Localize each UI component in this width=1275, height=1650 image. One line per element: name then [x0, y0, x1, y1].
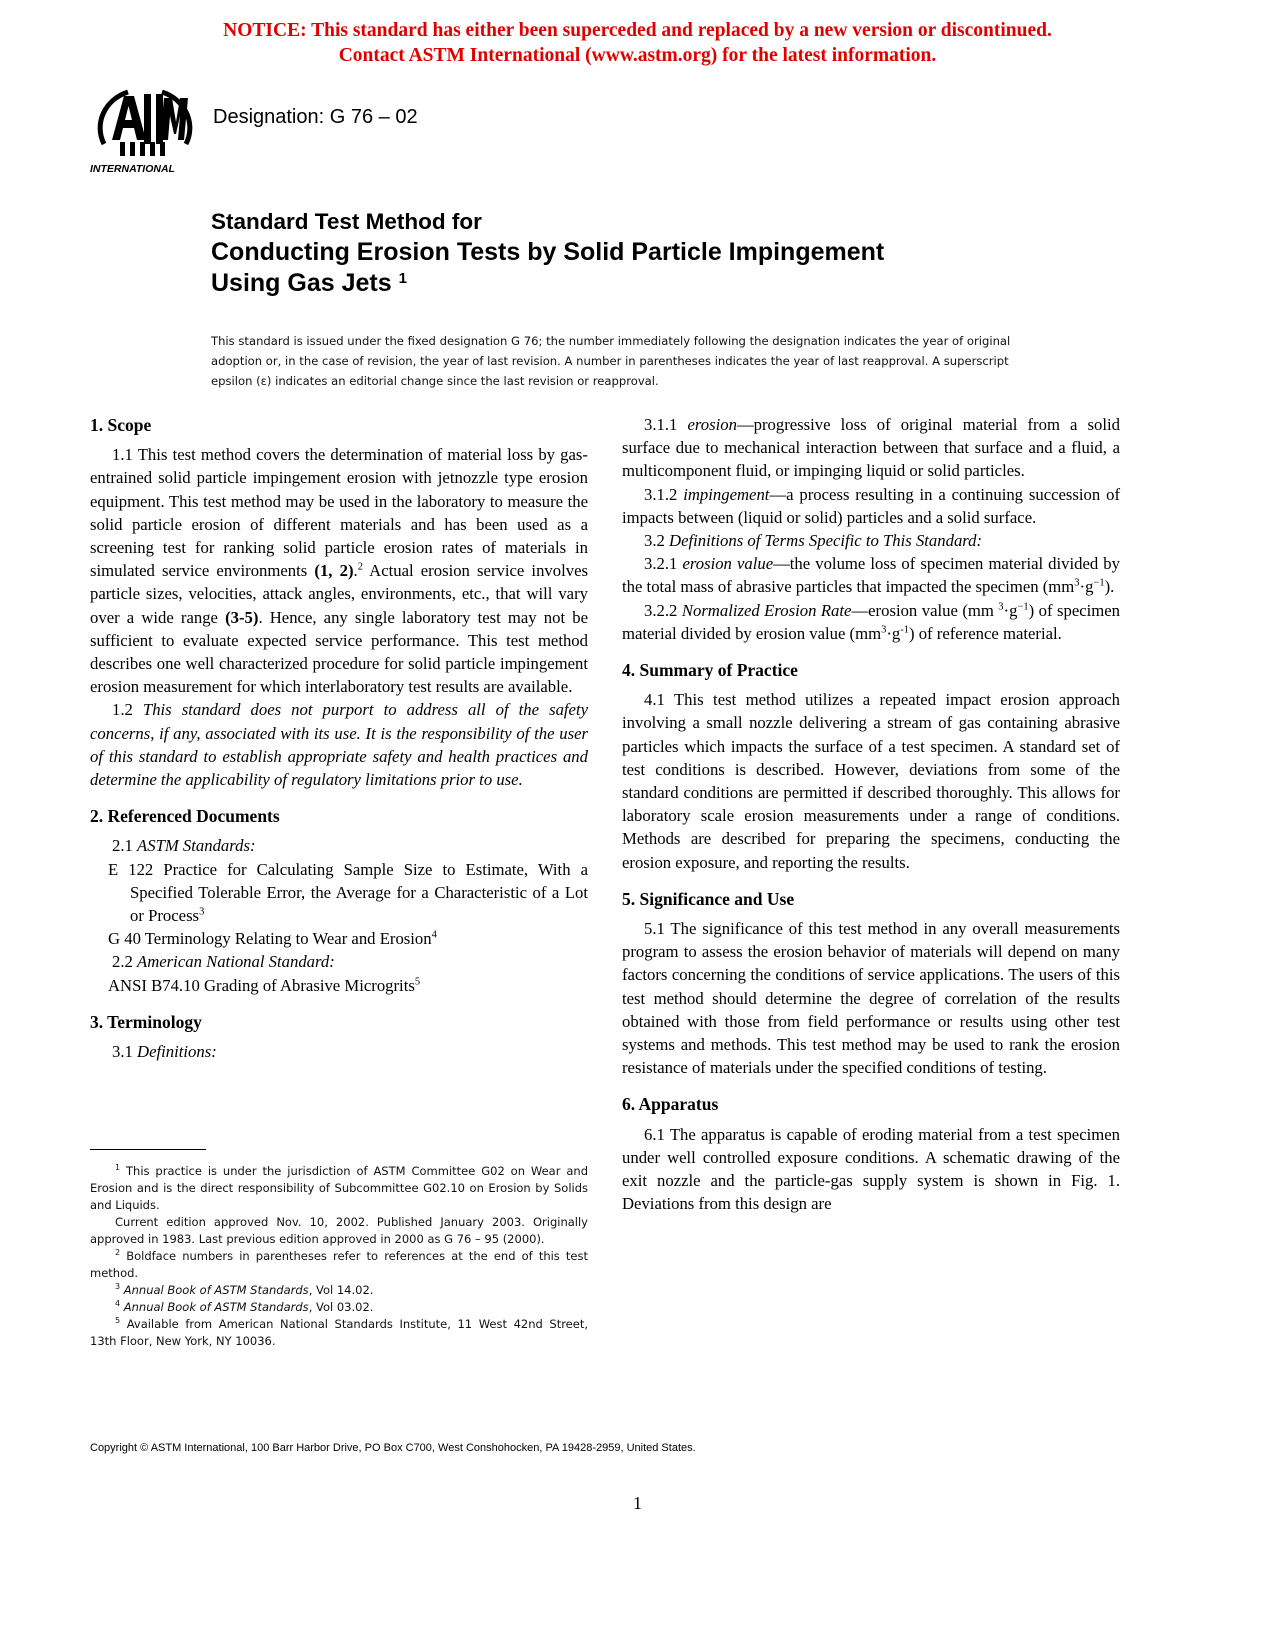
- section-3-heading: 3. Terminology: [90, 1011, 202, 1032]
- title-footnote-mark: 1: [398, 270, 407, 287]
- section-4-heading: 4. Summary of Practice: [622, 660, 798, 681]
- reference-g40: G 40 Terminology Relating to Wear and Erosion$^4$: [108, 929, 437, 949]
- paragraph-3-1-2: 3.1.2 impingement—a process resulting in a continuing succession of impacts between (liquid or solid) particles and a solid surface.: [622, 484, 1121, 527]
- title-line-1: Standard Test Method for: [211, 209, 482, 234]
- section-2-heading: 2. Referenced Documents: [90, 806, 280, 827]
- paragraph-5-1: 5.1 The significance of this test method in any overall measurements program to assess the erosion behavior of materials will depend on many factors concerning the conditions of service applications. The users of this test method should determine the degree of correlation of the results obtained with those from field performance or results using other test systems and methods. This test method may be used to rank the erosion resistance of materials under the specified conditions of testing.: [622, 919, 1120, 1078]
- paragraph-3-2-2: 3.2.2 Normalized Erosion Rate—erosion value (mm $^3\cdot g^{-1}$) of specimen material divided by erosion value $(mm^3\cdot g^{-1})$ of reference material.: [622, 600, 1121, 643]
- footnote-2: $^2$ Boldface numbers in parentheses refer to references at the end of this test method.: [90, 1248, 588, 1280]
- paragraph-4-1: 4.1 This test method utilizes a repeated impact erosion approach involving a small nozzle delivering a stream of gas containing abrasive particles which impacts the surface of a test specimen. A standard set of test conditions is described. However, deviations from some of the standard conditions are permitted if described thoroughly. This allows for laboratory scale erosion measurements under a range of conditions. Methods are described for preparing the specimens, conducting the erosion exposure, and reporting the results.: [622, 690, 1120, 872]
- paragraph-3-2-1: 3.2.1 erosion value—the volume loss of specimen material divided by the total mass of abrasive particles that impacted the specimen $(mm^3\cdot g^{-1})$.: [622, 554, 1120, 597]
- section-1-heading: 1. Scope: [90, 415, 152, 435]
- reference-e122: E 122 Practice for Calculating Sample Size to Estimate, With a Specified Tolerable Error, the Average for a Characteristic of a Lot or Process$^3$: [108, 859, 588, 926]
- copyright: Copyright © ASTM International, 100 Barr Harbor Drive, PO Box C700, West Conshohocken, PA 19428-2959, United States.: [90, 1442, 696, 1454]
- footnotes: [90, 1163, 588, 1350]
- issued-note: This standard is issued under the fixed designation G 76; the number immediately following the designation indicates the year of original adoption or, in the case of revision, the year of last revision. A number in parentheses indicates the year of last reapproval. A superscript epsilon (ε) indicates an editorial change since the last revision or reapproval.: [211, 334, 1011, 388]
- footnote-4: $^4$ Annual Book of ASTM Standards, Vol 03.02.: [115, 1299, 374, 1314]
- paragraph-3-1-1: 3.1.1 erosion—progressive loss of original material from a solid surface due to mechanical interaction between that surface and a fluid, a multicomponent fluid, or impinging liquid or solid particles.: [622, 415, 1121, 481]
- paragraph-2-1: 2.1 ASTM Standards:: [112, 836, 256, 856]
- page-number: 1: [633, 1493, 642, 1513]
- section-6-heading: 6. Apparatus: [622, 1094, 719, 1115]
- footnote-rule: [90, 1149, 206, 1150]
- section-5-heading: 5. Significance and Use: [622, 888, 795, 909]
- notice-line-2: Contact ASTM International (www.astm.org) for the latest information.: [338, 45, 937, 66]
- astm-logo: [90, 82, 200, 177]
- paragraph-1-2: 1.2 This standard does not purport to address all of the safety concerns, if any, associated with its use. It is the responsibility of the user of this standard to establish appropriate safety and health practices and determine the applicability of regulatory limitations prior to use.: [90, 700, 589, 790]
- paragraph-3-2: 3.2 Definitions of Terms Specific to This Standard:: [644, 531, 983, 551]
- title-line-3: [211, 268, 884, 299]
- paragraph-2-2: 2.2 American National Standard:: [112, 952, 335, 972]
- footnote-1b: Current edition approved Nov. 10, 2002. Published January 2003. Originally approved in 1983. Last previous edition approved in 2000 as G 76 – 95 (2000).: [90, 1215, 588, 1246]
- footnote-3: $^3$ Annual Book of ASTM Standards, Vol 14.02.: [115, 1282, 374, 1297]
- left-column: [90, 414, 588, 1063]
- paragraph-1-1: 1.1 This test method covers the determination of material loss by gas-entrained solid particle impingement erosion with jetnozzle type erosion equipment. This test method may be used in the laboratory to measure the solid particle erosion of different materials and has been used as a screening test for ranking solid particle erosion rates of materials in simulated service environments (1, 2).$^2$ Actual erosion service involves particle sizes, velocities, attack angles, environments, etc., that will vary over a wide range (3-5). Hence, any single laboratory test may not be sufficient to evaluate expected service performance. This test method describes one well characterized procedure for solid particle impingement erosion measurement for which interlaboratory test results are available.: [90, 445, 588, 697]
- logo-text: INTERNATIONAL: [90, 163, 175, 175]
- document-title: [211, 206, 884, 299]
- reference-ansi: ANSI B74.10 Grading of Abrasive Microgrits$^5$: [108, 975, 421, 995]
- paragraph-3-1: 3.1 Definitions:: [112, 1042, 217, 1062]
- paragraph-6-1: 6.1 The apparatus is capable of eroding material from a test specimen under well controlled exposure conditions. A schematic drawing of the exit nozzle and the particle-gas supply system is shown in Fig. 1. Deviations from this design are: [622, 1124, 1120, 1214]
- notice-line-1: NOTICE: This standard has either been superceded and replaced by a new version or discontinued.: [223, 20, 1052, 41]
- footnote-1: $^1$ This practice is under the jurisdiction of ASTM Committee G02 on Wear and Erosion and is the direct responsibility of Subcommittee G02.10 on Erosion by Solids and Liquids.: [90, 1163, 588, 1212]
- right-column: [622, 413, 1120, 1216]
- designation: Designation: G 76 – 02: [213, 106, 418, 128]
- title-line-3-text: Using Gas Jets: [211, 269, 392, 297]
- footnote-5: $^5$ Available from American National Standards Institute, 11 West 42nd Street, 13th Floor, New York, NY 10036.: [90, 1316, 588, 1348]
- notice-banner: [0, 18, 1275, 68]
- title-line-2: Conducting Erosion Tests by Solid Particle Impingement: [211, 238, 885, 266]
